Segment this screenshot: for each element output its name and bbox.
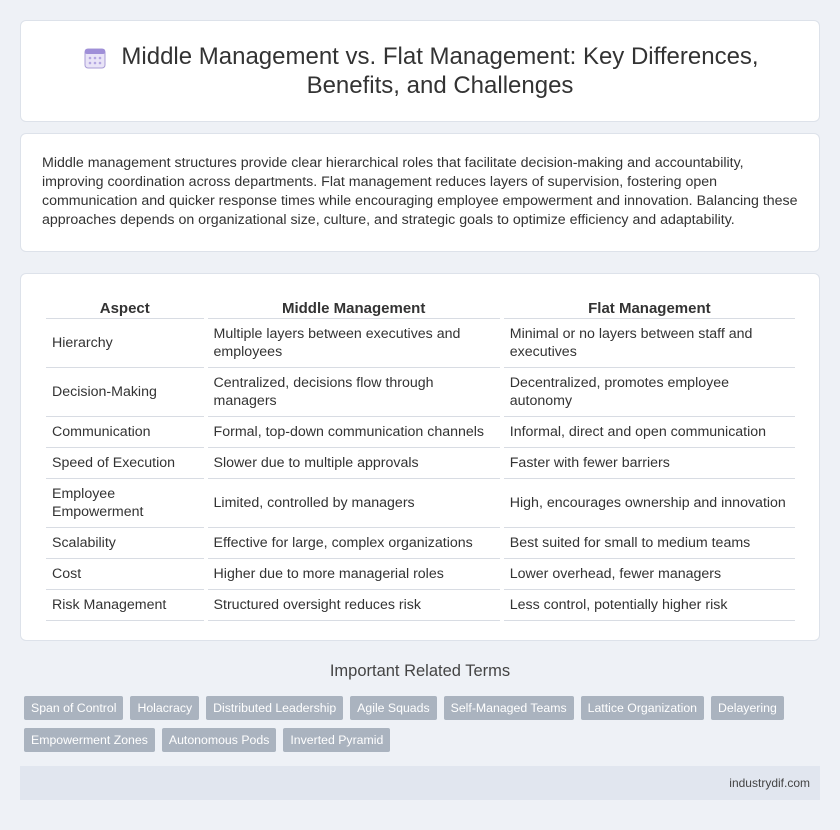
tag-span-of-control[interactable]: Span of Control <box>24 696 123 720</box>
footer <box>20 766 820 800</box>
related-terms-list <box>24 696 814 752</box>
intro-card <box>20 133 820 252</box>
middle-cell: Centralized, decisions flow through managers <box>208 368 500 417</box>
tag-empowerment-zones[interactable]: Empowerment Zones <box>24 728 155 752</box>
table-row <box>46 417 795 448</box>
comparison-card <box>20 273 820 641</box>
middle-cell: Higher due to more managerial roles <box>208 559 500 590</box>
header-middle-management: Middle Management <box>208 296 500 319</box>
table-row <box>46 479 795 528</box>
flat-cell: Less control, potentially higher risk <box>504 590 795 621</box>
tag-holacracy[interactable]: Holacracy <box>130 696 199 720</box>
title-card <box>20 20 820 122</box>
tag-inverted-pyramid[interactable]: Inverted Pyramid <box>283 728 390 752</box>
middle-cell: Effective for large, complex organizations <box>208 528 500 559</box>
tag-lattice-organization[interactable]: Lattice Organization <box>581 696 704 720</box>
header-aspect: Aspect <box>46 296 204 319</box>
tag-delayering[interactable]: Delayering <box>711 696 784 720</box>
flat-cell: Best suited for small to medium teams <box>504 528 795 559</box>
table-row <box>46 319 795 368</box>
table-header-row <box>46 296 795 319</box>
footer-site-link[interactable]: industrydif.com <box>729 776 810 790</box>
flat-cell: Minimal or no layers between staff and executives <box>504 319 795 368</box>
flat-cell: Lower overhead, fewer managers <box>504 559 795 590</box>
middle-cell: Multiple layers between executives and employees <box>208 319 500 368</box>
aspect-cell: Speed of Execution <box>46 448 204 479</box>
page-title: Middle Management vs. Flat Management: Key Differences, Benefits, and Challenges <box>121 43 759 99</box>
middle-cell: Structured oversight reduces risk <box>208 590 500 621</box>
tag-self-managed-teams[interactable]: Self-Managed Teams <box>444 696 574 720</box>
flat-cell: Informal, direct and open communication <box>504 417 795 448</box>
aspect-cell: Decision-Making <box>46 368 204 417</box>
middle-cell: Limited, controlled by managers <box>208 479 500 528</box>
aspect-cell: Hierarchy <box>46 319 204 368</box>
table-row <box>46 528 795 559</box>
tag-distributed-leadership[interactable]: Distributed Leadership <box>206 696 343 720</box>
table-row <box>46 448 795 479</box>
table-row <box>46 368 795 417</box>
aspect-cell: Communication <box>46 417 204 448</box>
flat-cell: Faster with fewer barriers <box>504 448 795 479</box>
aspect-cell: Scalability <box>46 528 204 559</box>
aspect-cell: Employee Empowerment <box>46 479 204 528</box>
middle-cell: Slower due to multiple approvals <box>208 448 500 479</box>
middle-cell: Formal, top-down communication channels <box>208 417 500 448</box>
tag-autonomous-pods[interactable]: Autonomous Pods <box>162 728 277 752</box>
related-terms-heading: Important Related Terms <box>329 662 511 680</box>
intro-paragraph: Middle management structures provide clear hierarchical roles that facilitate decision-making and accountability, improving coordination across departments. Flat management reduces layers of supervision, fostering open communication and quicker response times while encouraging employee empowerment and innovation. Balancing these approaches depends on organizational size, culture, and strategic goals to optimize efficiency and adaptability. <box>42 155 798 228</box>
table-row <box>46 559 795 590</box>
tag-agile-squads[interactable]: Agile Squads <box>350 696 436 720</box>
flat-cell: High, encourages ownership and innovation <box>504 479 795 528</box>
comparison-table <box>42 296 799 621</box>
flat-cell: Decentralized, promotes employee autonomy <box>504 368 795 417</box>
aspect-cell: Cost <box>46 559 204 590</box>
header-flat-management: Flat Management <box>504 296 795 319</box>
aspect-cell: Risk Management <box>46 590 204 621</box>
table-row <box>46 590 795 621</box>
